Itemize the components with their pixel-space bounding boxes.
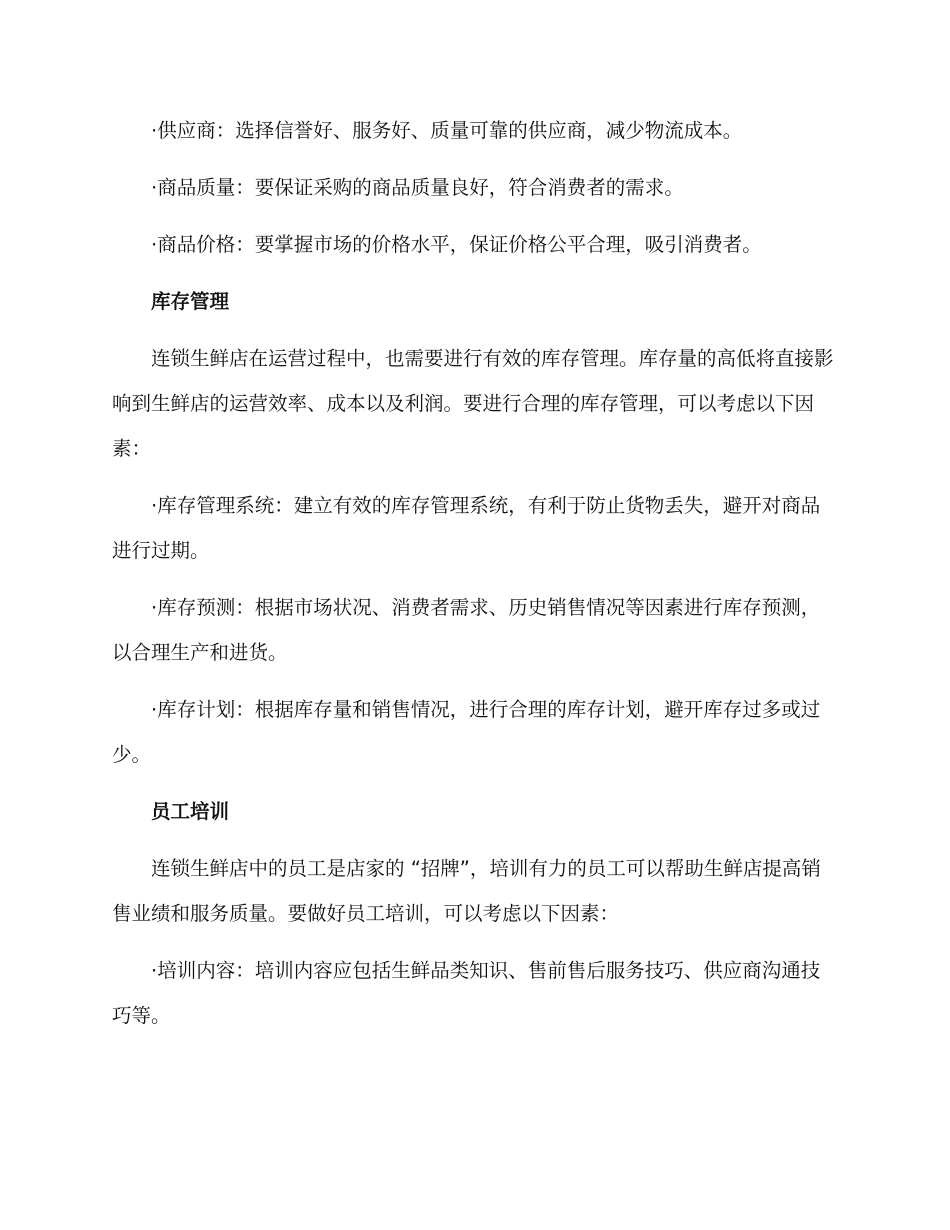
bullet-training-content: ·培训内容：培训内容应包括生鲜品类知识、售前售后服务技巧、供应商沟通技巧等。 [112, 959, 821, 1027]
document-page [112, 108, 834, 1038]
bullet-inventory-plan: ·库存计划：根据库存量和销售情况，进行合理的库存计划，避开库存过多或过少。 [112, 698, 821, 766]
bullet-supplier: ·供应商：选择信誉好、服务好、质量可靠的供应商，减少物流成本。 [151, 119, 743, 142]
inventory-intro: 连锁生鲜店在运营过程中，也需要进行有效的库存管理。库存量的高低将直接影响到生鲜店的运营效率、成本以及利润。要进行合理的库存管理，可以考虑以下因素： [112, 347, 834, 460]
heading-inventory-management: 库存管理 [151, 290, 230, 313]
bullet-product-price: ·商品价格：要掌握市场的价格水平，保证价格公平合理，吸引消费者。 [151, 233, 762, 256]
bullet-inventory-system: ·库存管理系统：建立有效的库存管理系统，有利于防止货物丢失，避开对商品进行过期。 [112, 494, 821, 562]
heading-staff-training: 员工培训 [151, 800, 230, 823]
bullet-inventory-forecast: ·库存预测：根据市场状况、消费者需求、历史销售情况等因素进行库存预测，以合理生产和进货。 [112, 596, 821, 664]
bullet-product-quality: ·商品质量：要保证采购的商品质量良好，符合消费者的需求。 [151, 176, 684, 199]
training-intro: 连锁生鲜店中的员工是店家的 “招牌”，培训有力的员工可以帮助生鲜店提高销售业绩和服务质量。要做好员工培训，可以考虑以下因素： [112, 857, 821, 925]
